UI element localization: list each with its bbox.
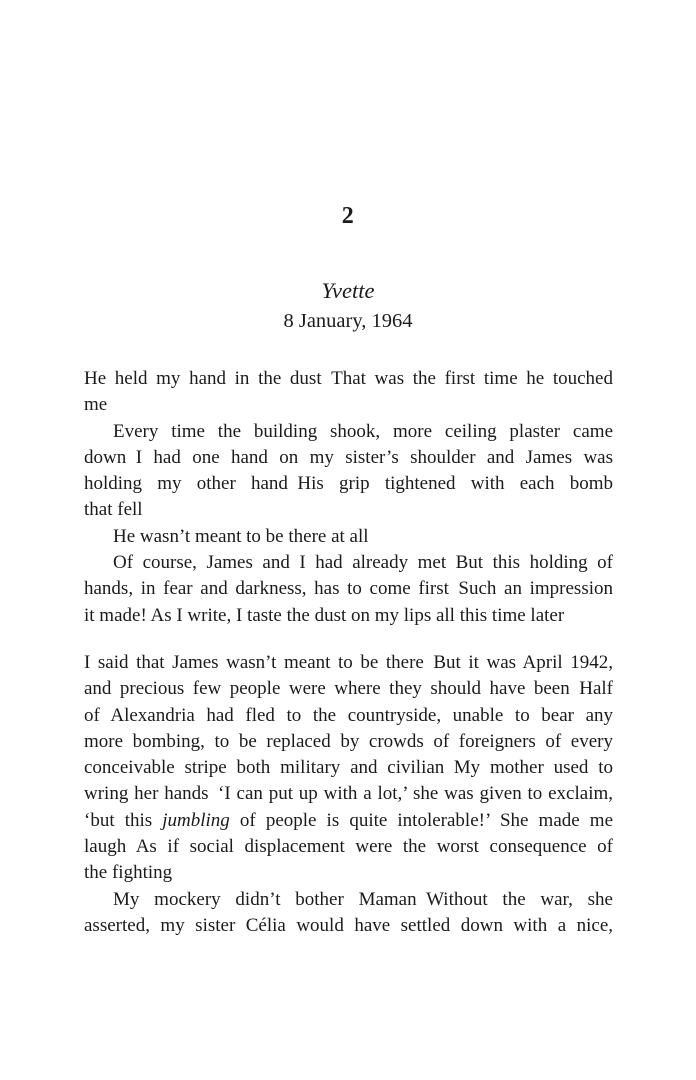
text-line bbox=[84, 650, 613, 676]
paragraph bbox=[84, 366, 613, 419]
paragraph bbox=[84, 650, 613, 887]
text-segment: hands, in fear and darkness, has to come first Such an impression bbox=[84, 578, 613, 600]
text-segment: Of course, James and I had already met But this holding of bbox=[113, 552, 613, 574]
text-line bbox=[84, 524, 613, 550]
text-segment: My mockery didn’t bother Maman Without the war, she bbox=[113, 888, 613, 910]
text-line bbox=[84, 366, 613, 392]
paragraph bbox=[84, 887, 613, 940]
text-segment: conceivable stripe both military and civilian My mother used to bbox=[84, 757, 613, 779]
text-line bbox=[84, 913, 613, 939]
text-line bbox=[84, 550, 613, 576]
text-segment: more bombing, to be replaced by crowds of foreigners of every bbox=[84, 730, 613, 752]
paragraph bbox=[84, 524, 613, 550]
chapter-title: Yvette bbox=[321, 278, 375, 303]
text-block bbox=[84, 366, 613, 939]
text-line bbox=[84, 392, 613, 418]
text-segment: that fell bbox=[84, 499, 143, 521]
text-segment: asserted, my sister Célia would have settled down with a nice, bbox=[84, 914, 613, 936]
text-segment: it made! As I write, I taste the dust on my lips all this time later bbox=[84, 604, 565, 626]
text-line bbox=[84, 603, 613, 629]
paragraph bbox=[84, 550, 613, 629]
text-segment: down I had one hand on my sister’s shoulder and James was bbox=[84, 446, 613, 468]
text-segment: of Alexandria had fled to the countryside, unable to bear any bbox=[84, 704, 613, 726]
chapter-date: 8 January, 1964 bbox=[283, 310, 413, 332]
chapter-number: 2 bbox=[341, 203, 355, 229]
text-line bbox=[84, 834, 613, 860]
text-segment: holding my other hand His grip tightened with each bomb bbox=[84, 473, 613, 495]
text-line bbox=[84, 497, 613, 523]
text-segment: me bbox=[84, 394, 108, 416]
text-segment: He wasn’t meant to be there at all bbox=[113, 525, 369, 547]
text-line bbox=[84, 887, 613, 913]
text-line bbox=[84, 445, 613, 471]
text-line bbox=[84, 860, 613, 886]
text-segment: ‘but this bbox=[84, 809, 163, 831]
italic-text: jumbling bbox=[162, 809, 230, 831]
text-line bbox=[84, 781, 613, 807]
text-segment: I said that James wasn’t meant to be there But it was April 1942, bbox=[84, 651, 613, 673]
text-line bbox=[84, 576, 613, 602]
text-line bbox=[84, 729, 613, 755]
text-segment: He held my hand in the dust That was the first time he touched bbox=[84, 368, 613, 389]
text-segment: of people is quite intolerable!’ She made me bbox=[229, 809, 614, 831]
text-line bbox=[84, 676, 613, 702]
text-line bbox=[84, 755, 613, 781]
text-line bbox=[84, 808, 613, 834]
text-line bbox=[84, 419, 613, 445]
text-segment: wring her hands ‘I can put up with a lot,’ she was given to exclaim, bbox=[84, 783, 613, 805]
text-segment: the fighting bbox=[84, 862, 173, 884]
text-line bbox=[84, 703, 613, 729]
text-line bbox=[84, 471, 613, 497]
text-segment: and precious few people were where they should have been Half bbox=[84, 678, 613, 700]
paragraph bbox=[84, 419, 613, 524]
text-segment: laugh As if social displacement were the worst consequence of bbox=[84, 836, 613, 858]
text-segment: Every time the building shook, more ceiling plaster came bbox=[113, 420, 613, 442]
